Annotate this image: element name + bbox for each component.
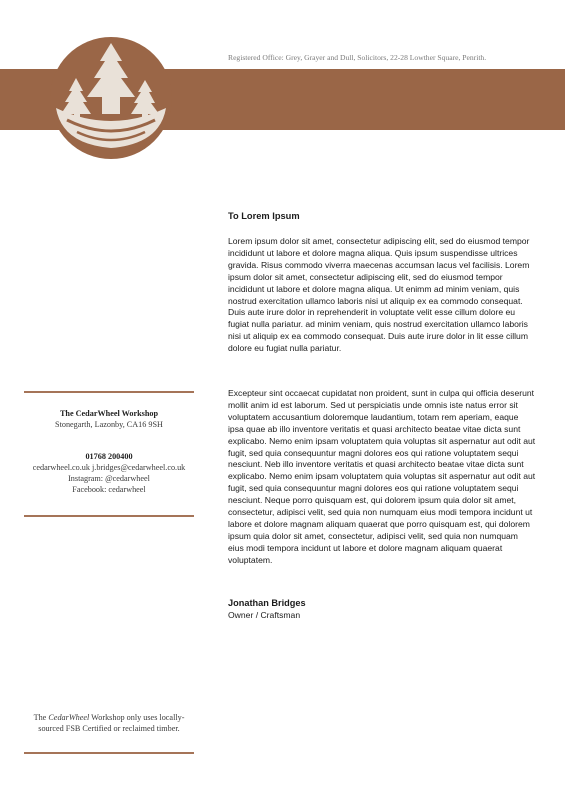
footer-note-brand: CedarWheel [48,713,90,722]
footer-note [24,712,194,734]
salutation: To Lorem Ipsum [228,211,300,221]
signature-block [228,598,536,622]
instagram-handle[interactable]: Instagram: @cedarwheel [68,474,150,483]
divider [24,752,194,754]
signature-title: Owner / Craftsman [228,609,301,620]
registered-office: Registered Office: Grey, Grayer and Dull, Solicitors, 22-28 Lowther Square, Penrith. [228,53,487,62]
letter-paragraph-1: Lorem ipsum dolor sit amet, consectetur adipiscing elit, sed do eiusmod tempor incididunt ut labore et dolore magna aliqua. Quis ipsum suspendisse ultrices gravida. Risus commodo viverra maecenas accumsan lacus vel facilisis. Lorem ipsum dolor sit amet, consectetur adipiscing elit, sed do eiusmod tempor incididunt ut labore et dolore magna aliqua. Ut enimm ad minim veniam, quis nostrud exercitation ullamco laboris nisi ut aliquip ex ea commodo consequat. Duis aute irure dolor in reprehenderit in voluptate velit esse cillum dolore eu fugiat nulla pariatur. ad minim veniam, quis nostrud exercitation ullamco laboris nisi ut aliquip ex ea commodo consequat. Duis aute irure dolor in lit esse cillum dolore eu fugiat nulla pariatur. [228,236,530,354]
tree-logo-icon [50,34,172,162]
signature-name: Jonathan Bridges [228,598,306,608]
company-address: Stonegarth, Lazonby, CA16 9SH [55,420,163,429]
facebook-handle[interactable]: Facebook: cedarwheel [72,485,146,494]
web-email[interactable]: cedarwheel.co.uk j.bridges@cedarwheel.co.uk [32,463,186,472]
contact-block [24,451,194,495]
phone-number: 01768 200400 [85,452,133,461]
footer-note-suffix: Workshop only uses locally-sourced FSB Certified or reclaimed timber. [38,713,185,733]
company-block [24,408,194,430]
divider [24,391,194,393]
letter-paragraph-2: Excepteur sint occaecat cupidatat non proident, sunt in culpa qui officia deserunt mollit anim id est laborum. Sed ut perspiciatis unde omnis iste natus error sit voluptatem accusantium doloremque laudantium, totam rem aperiam, eaque ipsa quae ab illo inventore veritatis et quasi architecto beatae vitae dicta sunt explicabo. Nemo enim ipsam voluptatem quia voluptas sit aspernatur aut odit aut fugit, sed quia consequuntur magni dolores eos qui ratione voluptatem sequi nesciunt. Neb illo inventore veritatis et quasi architecto beatae vitae dicta sunt explicabo. Nemo enim ipsam voluptatem quia voluptas sit aspernatur aut odit aut fugit, sed quia consequuntur magni dolores eos qui ratione voluptatem sequi nesciunt. Neque porro quisquam est, qui dolorem ipsum quia dolor sit amet, consectetur, adipisci velit, sed quia non numquam eius modi tempora incidunt ut labore et dolore magnam aliquam quaerat que porro quisquam est, qui dolorem ipsum quia dolor sit amet, consectetur, adipisci velit, sed quia non numquam eius modi tempora incidunt ut labore et dolore magnam aliquam quaerat voluptatem. [228,388,536,565]
divider [24,515,194,517]
footer-note-prefix: The [33,713,49,722]
company-name: The CedarWheel Workshop [59,409,159,418]
